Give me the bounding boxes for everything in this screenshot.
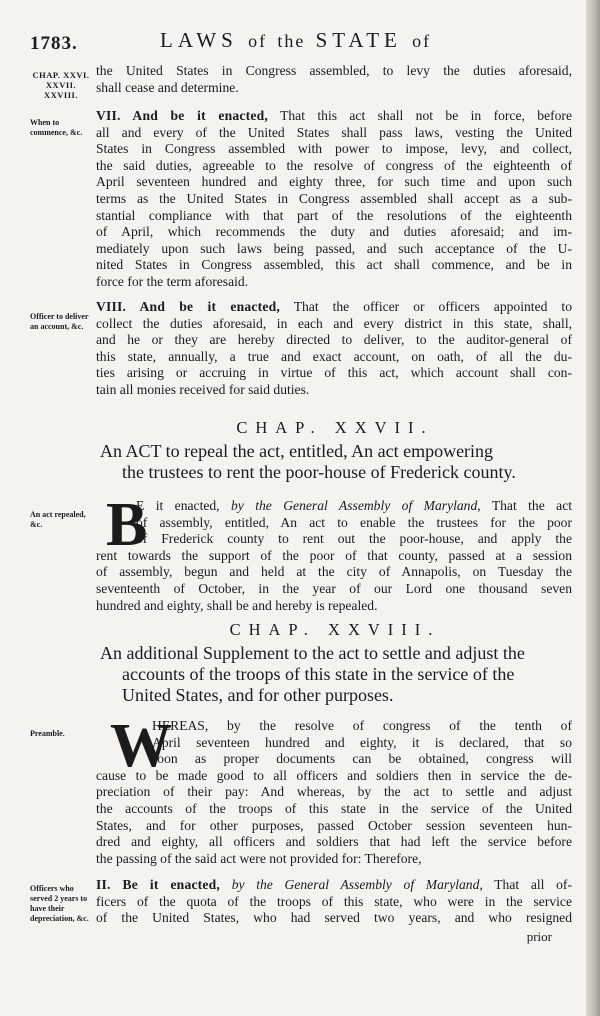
text-line: all and every of the United States shall pass laws, vesting the United: [96, 124, 572, 140]
title-word-of: of: [248, 31, 268, 51]
text-line: force for the term aforesaid.: [96, 273, 249, 289]
text-line: mediately upon such laws being passed, and such acceptance of the U-: [96, 240, 572, 256]
section-ii: [96, 877, 572, 927]
margin-note-preamble: Preamble.: [30, 729, 65, 738]
text-line: soon as proper documents can be obtained, congress will: [152, 751, 572, 767]
page-edge: [586, 0, 600, 1016]
enacting-clause: by the General Assembly of Maryland,: [220, 877, 483, 892]
text-line: seventeenth of October, in the year of our Lord one thousand seven: [96, 580, 572, 596]
section-lead: VIII. And be it enacted,: [96, 299, 280, 314]
text-line: rent towards the support of the poor of that county, passed at a session: [96, 547, 572, 563]
text-line: of the United States, who had served two years, and who resigned: [96, 910, 572, 926]
text-line: this state, annually, a true and exact account, on oath, of all the du-: [96, 348, 572, 364]
text-line: ficers of the quota of the troops of this state, who were in the service: [96, 893, 572, 909]
paragraph-continuation: [96, 63, 572, 96]
title-word-the: the: [277, 31, 306, 51]
chapter-heading-xxvii: CHAP. XXVII.: [236, 418, 434, 437]
title-word-of-2: of: [412, 31, 432, 51]
margin-note-act-repealed: An act repealed, &c.: [30, 510, 86, 529]
text-line: the said duties, agreeable to the resolve of congress of the eighteenth of: [96, 157, 572, 173]
section-lead: VII. And be it enacted,: [96, 108, 268, 123]
section-viii: [96, 299, 572, 399]
text-line: That the officer or officers appointed to: [279, 299, 572, 314]
text-line: of Frederick county to rent out the poor-house, and apply the: [136, 531, 572, 547]
text-line: stantial compliance with that part of the resolutions of the eighteenth: [96, 207, 572, 223]
running-header: [30, 27, 570, 57]
text-line: of assembly, entitled, An act to enable the trustees for the poor: [136, 514, 572, 530]
text-line: preciation of their pay: And whereas, by the act to settle and adjust: [96, 784, 572, 800]
text-line: April seventeen hundred and eighty, it is declared, that so: [152, 734, 572, 750]
section-vii: [96, 108, 572, 291]
text-line: States in Congress assembled with power to impose, levy, and collect,: [96, 141, 572, 157]
margin-note-officer-deliver: Officer to deliver an account, &c.: [30, 312, 89, 331]
preamble-body: [96, 712, 572, 867]
text-run: That all of-: [482, 877, 572, 892]
section-xxvii-body: [96, 491, 573, 614]
page-year: 1783.: [30, 33, 78, 54]
text-line: terms as the United States in Congress assembled shall accept as a sub-: [96, 190, 572, 206]
enacting-clause: by the General Assembly of Maryland,: [219, 498, 481, 513]
title-line: accounts of the troops of this state in the service of the: [122, 664, 515, 684]
text-line: and he or they are hereby directed to deliver, to the auditor-general of: [96, 332, 572, 348]
text-line: the accounts of the troops of this state in the service of the United: [96, 800, 572, 816]
text-line: April seventeen hundred and eighty three, for such time and upon such: [96, 174, 572, 190]
section-lead: II. Be it enacted,: [96, 877, 220, 892]
act-title-xxviii: [100, 643, 575, 706]
chapter-heading-xxviii: CHAP. XXVIII.: [229, 620, 441, 639]
page-title: [160, 28, 431, 53]
text-line: hundred and eighty, shall be and hereby is repealed.: [96, 597, 378, 613]
margin-note-chap: CHAP. XXVI. XXVII. XXVIII.: [32, 70, 90, 100]
title-line: the trustees to rent the poor-house of Frederick county.: [122, 462, 516, 482]
act-title-xxvii: [100, 441, 575, 483]
text-line: ties arising or accruing in virtue of this act, which account shall con-: [96, 365, 572, 381]
text-line: cause to be made good to all officers and soldiers then in service the de-: [96, 767, 572, 783]
text-line: the United States in Congress assembled, to levy the duties aforesaid,: [96, 63, 572, 78]
title-line: An ACT to repeal the act, entitled, An act empowering: [100, 441, 494, 461]
text-line: of assembly, begun and held at the city of Annapolis, on Tuesday the: [96, 564, 572, 580]
text-run: That the act: [480, 498, 573, 513]
text-line: of April, which recommends the duty and duties aforesaid; and im-: [96, 224, 572, 240]
drop-cap-w: W: [110, 712, 172, 780]
text-line: tain all monies received for said duties.: [96, 381, 310, 397]
text-line: collect the duties aforesaid, in each and every district in this state, shall,: [96, 315, 572, 331]
title-line: An additional Supplement to the act to settle and adjust the: [100, 643, 525, 663]
drop-cap-b: B: [106, 491, 148, 559]
text-line: That this act shall not be in force, before: [267, 108, 572, 123]
title-word-laws: LAWS: [160, 28, 238, 52]
text-run: E it enacted,: [136, 498, 220, 513]
margin-note-when-commence: When to commence, &c.: [30, 118, 83, 137]
title-word-state: STATE: [315, 28, 402, 52]
text-line: the passing of the said act were not provided for: Therefore,: [96, 850, 422, 866]
text-line: HEREAS, by the resolve of congress of the tenth of: [152, 718, 572, 733]
margin-note-officers-depreciation: Officers who served 2 years to have their depreciation, &c.: [30, 884, 89, 923]
text-line: dred and eighty, all officers and soldiers that had left the service before: [96, 834, 572, 850]
catchword: prior: [526, 929, 552, 944]
text-line: shall cease and determine.: [96, 79, 239, 95]
title-line: United States, and for other purposes.: [122, 685, 394, 705]
text-line: nited States in Congress assembled, this act shall commence, and be in: [96, 257, 572, 273]
text-line: States, and for other purposes, passed October session seventeen hun-: [96, 817, 572, 833]
